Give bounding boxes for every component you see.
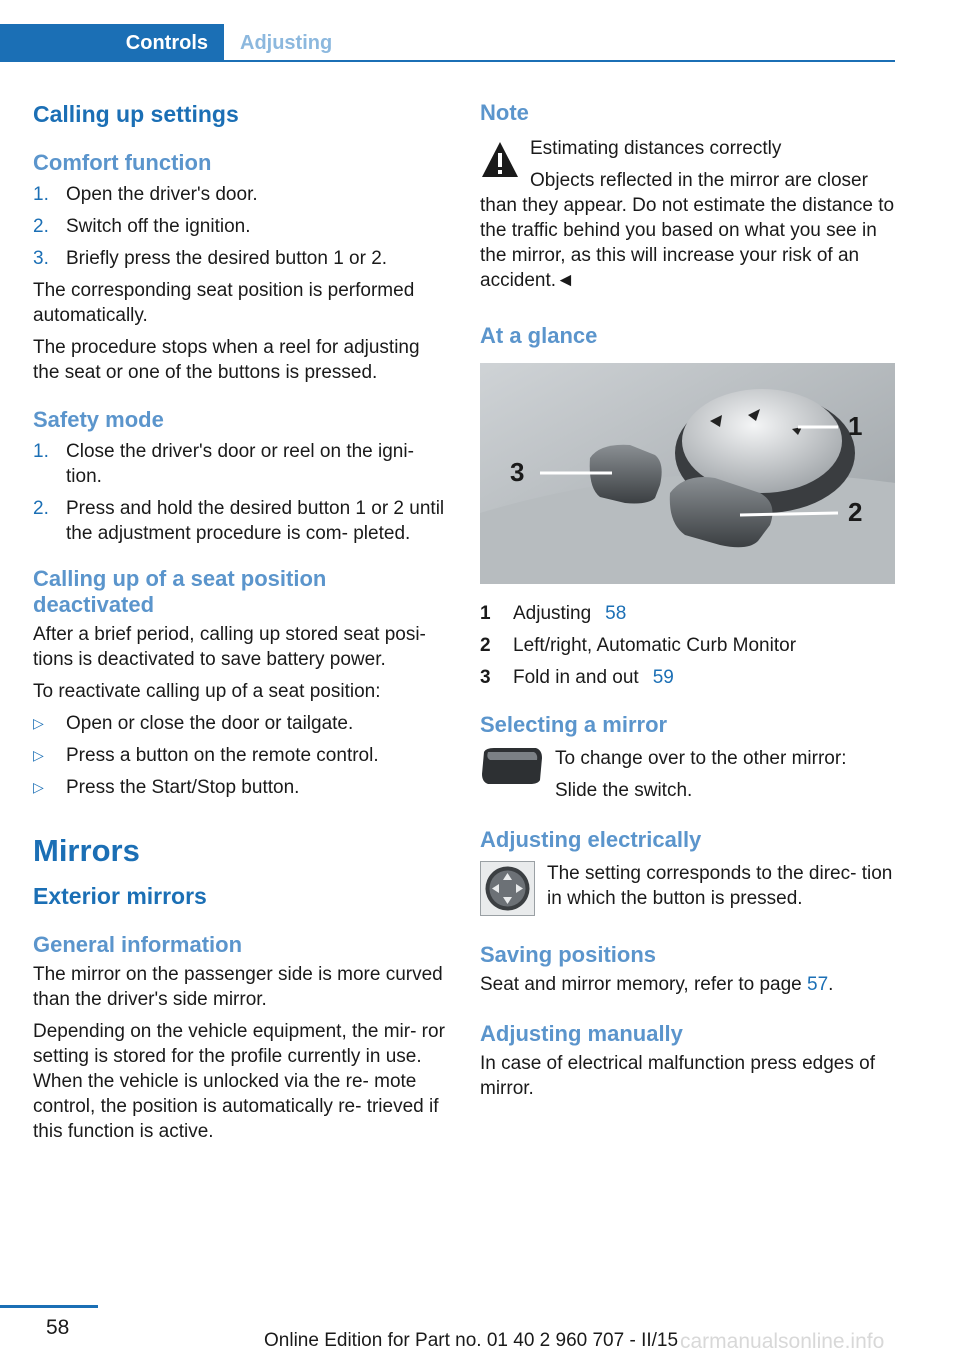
step-text: Switch off the ignition. — [66, 216, 251, 237]
step-number: 1. — [33, 184, 49, 205]
selecting-line: To change over to the other mirror: — [555, 748, 847, 769]
selecting-block — [480, 746, 895, 803]
heading-selecting-mirror: Selecting a mirror — [480, 712, 668, 737]
page-number: 58 — [46, 1316, 70, 1339]
list-item — [33, 439, 445, 489]
left-column — [33, 100, 445, 1144]
heading-calling-up-settings: Calling up settings — [33, 101, 239, 127]
bullet-text: Open or close the door or tailgate. — [66, 713, 354, 734]
step-number: 1. — [33, 441, 49, 462]
heading-deactivated: Calling up of a seat position deactivated — [33, 566, 327, 617]
note-text: than they appear. Do not estimate the distance to the traffic behind you based on what you see in the mirror, as this will increase your risk of an accident.◄ — [480, 195, 895, 291]
heading-adjusting-electrically: Adjusting electrically — [480, 827, 702, 852]
tab-controls[interactable]: Controls — [0, 24, 224, 62]
step-text: Close the driver's door or reel on the igni‐ tion. — [66, 441, 414, 487]
callout-1: 1 — [848, 411, 863, 441]
triangle-bullet-icon: ▷ — [33, 747, 44, 763]
heading-exterior-mirrors: Exterior mirrors — [33, 883, 207, 909]
list-item — [33, 246, 445, 271]
paragraph: To reactivate calling up of a seat position: — [33, 681, 381, 702]
list-item — [33, 711, 445, 736]
warning-block — [480, 136, 895, 193]
callout-3: 3 — [510, 457, 525, 487]
list-item — [33, 214, 445, 239]
paragraph: The mirror on the passenger side is more curved than the driver's side mirror. — [33, 964, 443, 1010]
heading-comfort-function: Comfort function — [33, 150, 212, 175]
heading-general-information: General information — [33, 932, 243, 957]
electrically-text: The setting corresponds to the direc‐ tion in which the button is pressed. — [547, 863, 893, 909]
comfort-steps — [33, 182, 445, 271]
footer-rule — [0, 1305, 98, 1308]
legend-number: 2 — [480, 635, 491, 656]
bullet-text: Press the Start/Stop button. — [66, 777, 300, 798]
warning-triangle-icon — [480, 140, 520, 180]
triangle-bullet-icon: ▷ — [33, 715, 44, 731]
saving-text — [480, 972, 895, 997]
watermark: carmanualsonline.info — [680, 1330, 885, 1353]
list-item — [33, 496, 445, 546]
electrically-block — [480, 861, 895, 916]
saving-text-body: Seat and mirror memory, refer to page — [480, 974, 807, 995]
heading-safety-mode: Safety mode — [33, 407, 164, 432]
bullet-text: Press a button on the remote control. — [66, 745, 379, 766]
selecting-line: Slide the switch. — [555, 780, 693, 801]
page-header — [0, 0, 960, 62]
paragraph: After a brief period, calling up stored seat posi‐ tions is deactivated to save battery power. — [33, 624, 426, 670]
legend-item — [480, 633, 895, 658]
note-line: Estimating distances correctly — [530, 138, 782, 159]
paragraph: Depending on the vehicle equipment, the mir‐ ror setting is stored for the profile currently in use. When the vehicle is unlocked via the re‐ mote control, the position is automatically re‐ trieved if this function is active. — [33, 1021, 445, 1142]
step-number: 2. — [33, 498, 49, 519]
manually-text: In case of electrical malfunction press edges of mirror. — [480, 1053, 875, 1099]
legend-text: Adjusting — [513, 603, 592, 624]
heading-saving-positions: Saving positions — [480, 942, 657, 967]
heading-note: Note — [480, 100, 529, 125]
slide-switch-icon — [480, 746, 543, 786]
legend-number: 3 — [480, 667, 491, 688]
legend-text: Fold in and out — [513, 667, 639, 688]
step-number: 2. — [33, 216, 49, 237]
legend-item — [480, 665, 895, 690]
heading-adjusting-manually: Adjusting manually — [480, 1021, 683, 1046]
list-item — [33, 775, 445, 800]
list-item — [33, 743, 445, 768]
reactivate-bullets — [33, 711, 445, 800]
page-link[interactable]: 58 — [605, 603, 627, 624]
step-number: 3. — [33, 248, 49, 269]
legend-item — [480, 601, 895, 626]
list-item — [33, 182, 445, 207]
page-link[interactable]: 59 — [652, 667, 674, 688]
mirror-switch-photo — [480, 363, 895, 584]
legend-text: Left/right, Automatic Curb Monitor — [513, 635, 797, 656]
photo-legend — [480, 601, 895, 690]
paragraph: The corresponding seat position is performed automatically. — [33, 280, 415, 326]
legend-number: 1 — [480, 603, 491, 624]
triangle-bullet-icon: ▷ — [33, 779, 44, 795]
header-rule — [0, 60, 895, 62]
step-text: Press and hold the desired button 1 or 2 until the adjustment procedure is com‐ pleted. — [66, 498, 445, 544]
safety-steps — [33, 439, 445, 546]
step-text: Briefly press the desired button 1 or 2. — [66, 248, 388, 269]
callout-2: 2 — [848, 497, 863, 527]
tab-adjusting[interactable]: Adjusting — [240, 31, 333, 54]
step-text: Open the driver's door. — [66, 184, 258, 205]
edition-text: Online Edition for Part no. 01 40 2 960 707 - II/15 — [264, 1330, 679, 1351]
mirror-adjust-knob-icon — [480, 861, 535, 916]
saving-text-end: . — [828, 974, 834, 995]
paragraph: The procedure stops when a reel for adjusting the seat or one of the buttons is pressed. — [33, 337, 420, 383]
heading-mirrors: Mirrors — [33, 833, 140, 868]
right-column — [480, 100, 895, 1101]
note-line: Objects reflected in the mirror are closer — [530, 170, 868, 191]
heading-at-a-glance: At a glance — [480, 323, 598, 348]
page-link[interactable]: 57 — [807, 974, 829, 995]
